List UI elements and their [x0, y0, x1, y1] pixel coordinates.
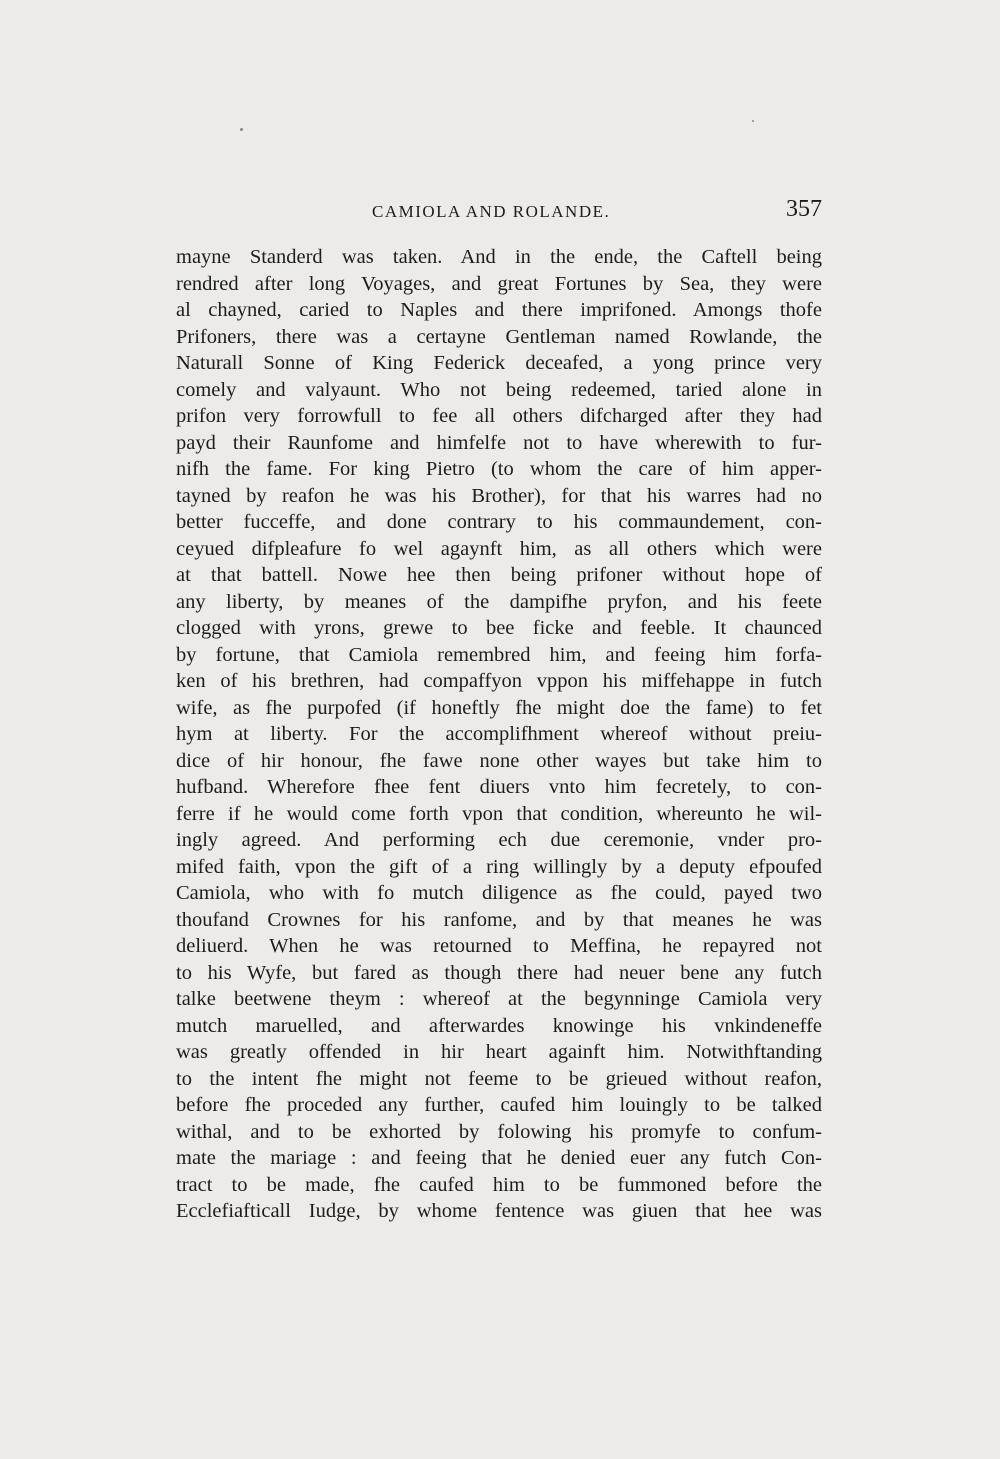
- text-line: Camiola, who with fo mutch diligence as fhe could, payed two: [176, 882, 822, 904]
- text-line: before fhe proceded any further, caufed him louingly to be talked: [176, 1094, 822, 1116]
- text-line: hym at liberty. For the accomplifhment whereof without preiu-: [176, 723, 822, 745]
- text-line: was greatly offended in hir heart againft him. Notwithftanding: [176, 1041, 822, 1063]
- text-line: to his Wyfe, but fared as though there had neuer bene any futch: [176, 961, 822, 984]
- text-line: hufband. Wherefore fhee fent diuers vnto him fecretely, to con-: [176, 776, 822, 798]
- text-line: Prifoners, there was a certayne Gentleman named Rowlande, the: [176, 325, 822, 348]
- text-line: thoufand Crownes for his ranfome, and by that meanes he was: [176, 908, 822, 931]
- text-line: to the intent fhe might not feeme to be grieued without reafon,: [176, 1067, 822, 1090]
- text-line: Ecclefiafticall Iudge, by whome fentence was giuen that hee was: [176, 1200, 822, 1222]
- text-line: ingly agreed. And performing ech due ceremonie, vnder pro-: [176, 829, 822, 851]
- text-line: mutch maruelled, and afterwardes knowinge his vnkindeneffe: [176, 1014, 822, 1037]
- text-line: ceyued difpleafure fo wel agaynft him, as all others which were: [176, 537, 822, 560]
- text-line: withal, and to be exhorted by folowing his promyfe to confum-: [176, 1120, 822, 1143]
- text-line: mate the mariage : and feeing that he denied euer any futch Con-: [176, 1147, 822, 1169]
- text-line: clogged with yrons, grewe to bee ficke and feeble. It chaunced: [176, 617, 822, 639]
- text-line: by fortune, that Camiola remembred him, and feeing him forfa-: [176, 643, 822, 666]
- text-line: nifh the fame. For king Pietro (to whom the care of him apper-: [176, 458, 822, 480]
- text-line: mayne Standerd was taken. And in the ende, the Caftell being: [176, 246, 822, 268]
- text-line: better fucceffe, and done contrary to his commaundement, con-: [176, 511, 822, 533]
- text-line: mifed faith, vpon the gift of a ring willingly by a deputy efpoufed: [176, 855, 822, 878]
- text-line: rendred after long Voyages, and great Fortunes by Sea, they were: [176, 272, 822, 295]
- text-line: tract to be made, fhe caufed him to be fummoned before the: [176, 1173, 822, 1196]
- text-line: payd their Raunfome and himfelfe not to have wherewith to fur-: [176, 431, 822, 454]
- text-line: wife, as fhe purpofed (if honeftly fhe might doe the fame) to fet: [176, 696, 822, 719]
- text-line: dice of hir honour, fhe fawe none other wayes but take him to: [176, 749, 822, 772]
- text-line: Naturall Sonne of King Federick deceafed, a yong prince very: [176, 352, 822, 374]
- text-line: talke beetwene theym : whereof at the begynninge Camiola very: [176, 988, 822, 1010]
- running-head: CAMIOLA AND ROLANDE.: [372, 202, 611, 221]
- text-line: ken of his brethren, had compaffyon vppon his miffehappe in futch: [176, 670, 822, 692]
- body-text: [176, 244, 822, 1225]
- paper-speck: [240, 128, 243, 131]
- page-header: [176, 196, 822, 232]
- text-line: ferre if he would come forth vpon that condition, whereunto he wil-: [176, 802, 822, 825]
- text-line: tayned by reafon he was his Brother), for that his warres had no: [176, 484, 822, 507]
- page-number: 357: [786, 196, 822, 222]
- text-line: comely and valyaunt. Who not being redeemed, taried alone in: [176, 378, 822, 401]
- text-line: deliuerd. When he was retourned to Meffina, he repayred not: [176, 935, 822, 957]
- text-line: at that battell. Nowe hee then being prifoner without hope of: [176, 564, 822, 586]
- text-line: prifon very forrowfull to fee all others difcharged after they had: [176, 405, 822, 427]
- paper-speck: [752, 120, 754, 122]
- text-line: al chayned, caried to Naples and there imprifoned. Amongs thofe: [176, 299, 822, 321]
- text-line: any liberty, by meanes of the dampifhe pryfon, and his feete: [176, 590, 822, 613]
